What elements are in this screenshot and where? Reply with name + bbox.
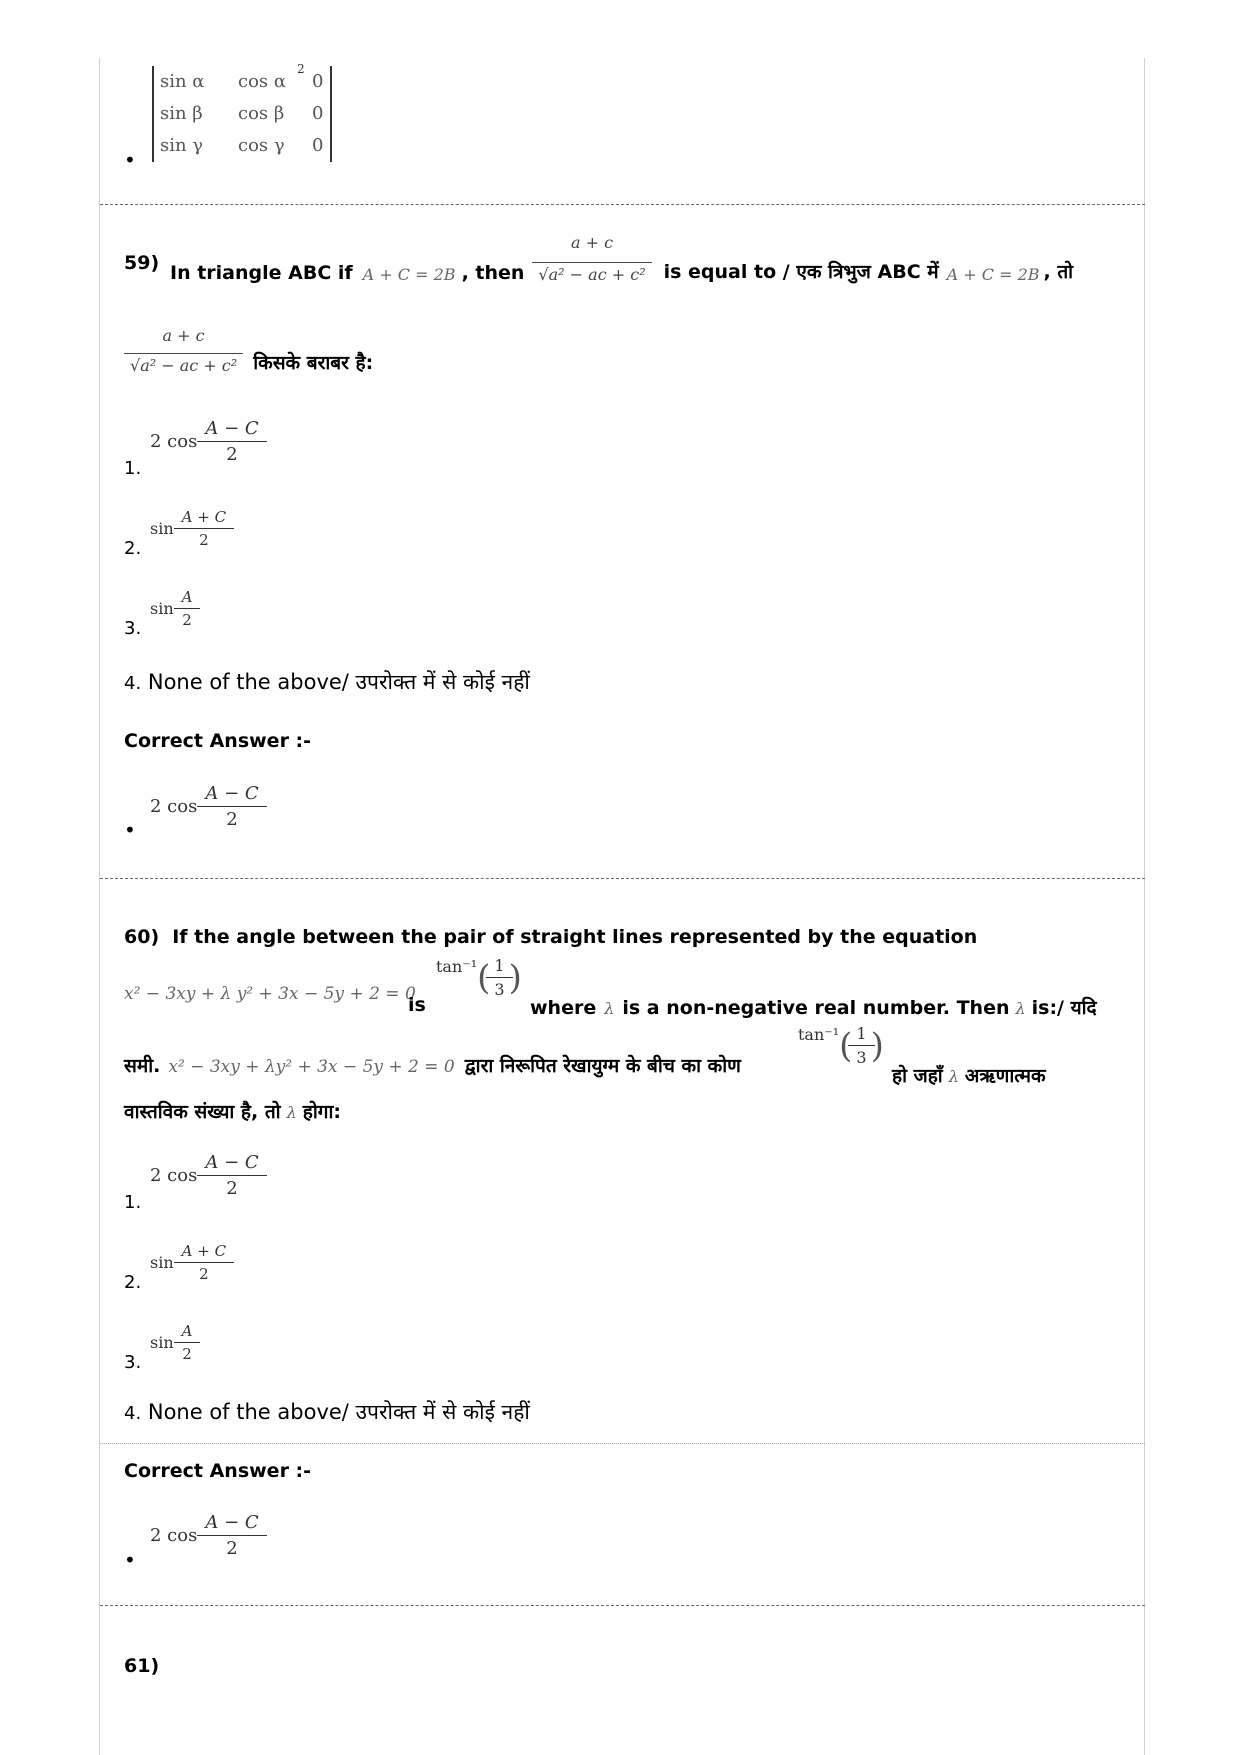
- question-text-line3b: हो जहाँ λ अऋणात्मक: [892, 1065, 1046, 1087]
- right-margin-line: [1144, 58, 1145, 1755]
- option-number: 2.: [124, 538, 142, 559]
- option-number: 3.: [124, 618, 142, 639]
- option-number: 1.: [124, 458, 142, 479]
- correct-answer-expression: 2 cos $\frac{A - C}{2}$: [150, 783, 263, 830]
- option-1-expression[interactable]: 2 cos $\frac{A - C}{2}$: [150, 418, 263, 465]
- question-separator: [100, 1605, 1145, 1606]
- answer-bullet: •: [124, 1548, 136, 1572]
- correct-answer-label: Correct Answer :-: [124, 1460, 312, 1482]
- option-4[interactable]: 4. None of the above/ उपरोक्त में से कोई नहीं: [124, 1400, 530, 1424]
- det-row: sin α cos α 0: [160, 71, 324, 92]
- det-exponent: 2: [297, 62, 305, 76]
- option-1-expression[interactable]: 2 cos $\frac{A - C}{2}$: [150, 1152, 263, 1199]
- correct-answer-expression: 2 cos $\frac{A - C}{2}$: [150, 1512, 263, 1559]
- option-number: 2.: [124, 1272, 142, 1293]
- prev-answer-determinant: [152, 66, 332, 162]
- question-text-line2: a + c √a² − ac + c² किसके बराबर है:: [124, 326, 373, 375]
- option-2-expression[interactable]: sin $\frac{A + C}{2}$: [150, 1242, 230, 1283]
- question-number: 59): [124, 252, 160, 274]
- det-row: sin γ cos γ 0: [160, 135, 324, 156]
- correct-answer-label: Correct Answer :-: [124, 730, 312, 752]
- question-separator: [100, 204, 1145, 205]
- option-number: 1.: [124, 1192, 142, 1213]
- option-number: 3.: [124, 1352, 142, 1373]
- question-text-line2: where λ is a non-negative real number. Then λ is:/ यदि: [530, 997, 1097, 1019]
- answer-bullet: •: [124, 818, 136, 842]
- option-4[interactable]: 4. None of the above/ उपरोक्त में से कोई नहीं: [124, 670, 530, 694]
- answer-bullet: •: [124, 148, 136, 172]
- question-text-line3: समी. x² − 3xy + λy² + 3x − 5y + 2 = 0 द्वारा निरूपित रेखायुग्म के बीच का कोण: [124, 1055, 741, 1077]
- ratio-expression: a + c √a² − ac + c²: [532, 233, 651, 284]
- tan-inverse-expression: tan⁻¹ ( $\frac{1}{3}$ ): [436, 956, 522, 999]
- question-text-line1: In triangle ABC if A + C = 2B , then a + c √a² − ac + c² is equal to / एक त्रिभुज ABC में A + C = 2B , तो: [170, 233, 1074, 284]
- question-text-line1: 60) If the angle between the pair of straight lines represented by the equation: [124, 926, 978, 948]
- option-3-expression[interactable]: sin $\frac{A}{2}$: [150, 588, 196, 629]
- equation: x² − 3xy + λ y² + 3x − 5y + 2 = 0: [124, 984, 416, 1004]
- tan-inverse-expression: tan⁻¹ ( $\frac{1}{3}$ ): [798, 1024, 884, 1067]
- question-number: 61): [124, 1655, 160, 1677]
- left-margin-line: [99, 58, 100, 1755]
- answer-divider: [100, 1443, 1145, 1444]
- question-separator: [100, 878, 1145, 879]
- det-row: sin β cos β 0: [160, 103, 324, 124]
- ratio-expression: a + c √a² − ac + c²: [124, 326, 243, 375]
- is-text: is: [408, 994, 426, 1016]
- option-2-expression[interactable]: sin $\frac{A + C}{2}$: [150, 508, 230, 549]
- question-text-line4: वास्तविक संख्या है, तो λ होगा:: [124, 1101, 341, 1123]
- option-3-expression[interactable]: sin $\frac{A}{2}$: [150, 1322, 196, 1363]
